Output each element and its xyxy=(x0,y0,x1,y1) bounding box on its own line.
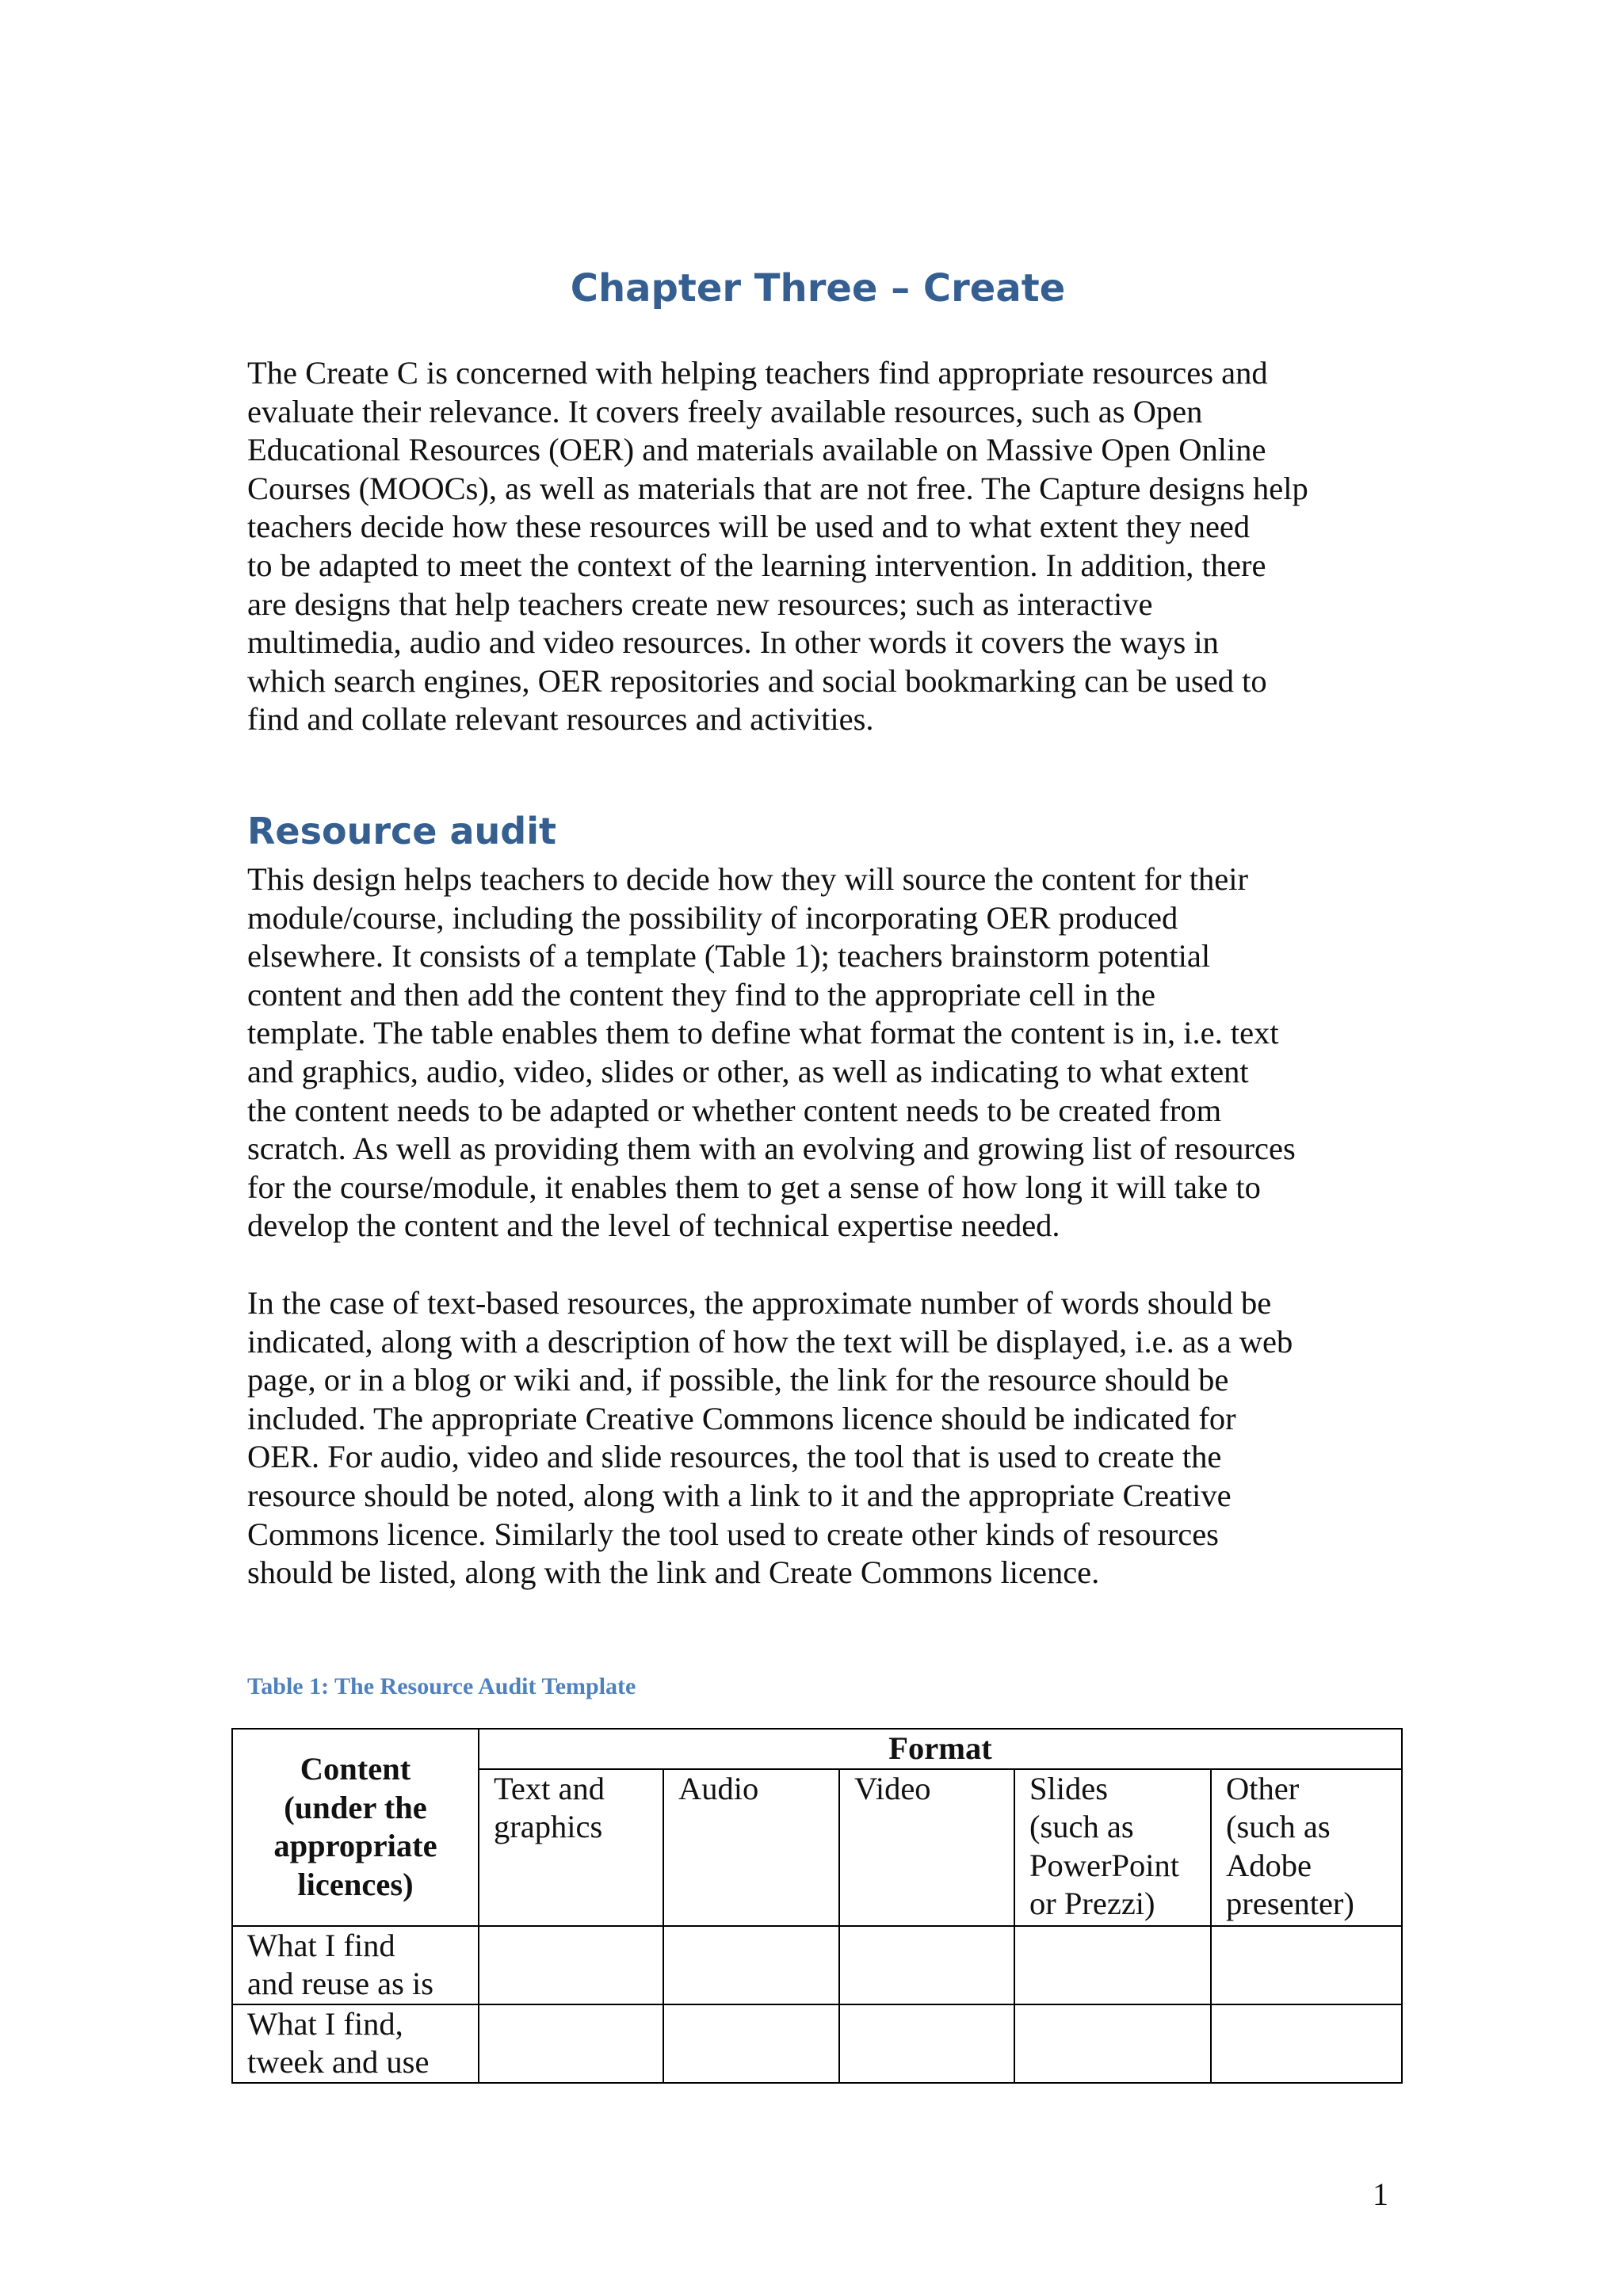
empty-cell xyxy=(1211,1926,1402,2004)
format-column-header: Format xyxy=(479,1729,1402,1769)
empty-cell xyxy=(1211,2004,1402,2083)
format-video xyxy=(839,1769,1014,1926)
format-other xyxy=(1211,1769,1402,1926)
cell-line: (such as xyxy=(1226,1809,1331,1845)
text-line: find and collate relevant resources and activities. xyxy=(247,701,874,738)
text-line: develop the content and the level of technical expertise needed. xyxy=(247,1207,1060,1244)
text-line: for the course/module, it enables them to get a sense of how long it will take to xyxy=(247,1169,1261,1205)
format-text-and-graphics xyxy=(479,1769,663,1926)
format-audio xyxy=(663,1769,839,1926)
header-line: (under the xyxy=(284,1789,427,1825)
text-line: and graphics, audio, video, slides or other, as well as indicating to what extent xyxy=(247,1053,1249,1089)
text-line: template. The table enables them to define what format the content is in, i.e. text xyxy=(247,1015,1279,1051)
text-line: In the case of text-based resources, the approximate number of words should be xyxy=(247,1285,1272,1321)
content-column-header xyxy=(232,1729,479,1926)
format-slides xyxy=(1014,1769,1211,1926)
text-line: should be listed, along with the link and Create Commons licence. xyxy=(247,1554,1100,1591)
header-line: Content xyxy=(300,1751,411,1787)
empty-cell xyxy=(839,1926,1014,2004)
text-line: Courses (MOOCs), as well as materials that are not free. The Capture designs help xyxy=(247,470,1308,506)
text-line: indicated, along with a description of how the text will be displayed, i.e. as a web xyxy=(247,1323,1293,1360)
text-line: Commons licence. Similarly the tool used to create other kinds of resources xyxy=(247,1516,1219,1552)
cell-line: Video xyxy=(854,1770,931,1806)
text-line: multimedia, audio and video resources. In other words it covers the ways in xyxy=(247,624,1219,661)
text-line: to be adapted to meet the context of the learning intervention. In addition, there xyxy=(247,547,1266,583)
cell-line: PowerPoint xyxy=(1029,1847,1180,1883)
row-label xyxy=(232,2004,479,2083)
text-line: the content needs to be adapted or whether content needs to be created from xyxy=(247,1092,1222,1128)
empty-cell xyxy=(663,1926,839,2004)
cell-line: or Prezzi) xyxy=(1029,1886,1155,1922)
text-line: elsewhere. It consists of a template (Table 1); teachers brainstorm potential xyxy=(247,938,1211,974)
cell-line: tweek and use xyxy=(247,2044,430,2081)
resource-audit-table xyxy=(231,1728,1403,2084)
text-line: content and then add the content they find to the appropriate cell in the xyxy=(247,976,1155,1013)
text-line: module/course, including the possibility of incorporating OER produced xyxy=(247,899,1178,936)
text-line: resource should be noted, along with a link to it and the appropriate Creative xyxy=(247,1477,1232,1513)
text-line: This design helps teachers to decide how they will source the content for their xyxy=(247,861,1248,897)
table-caption: Table 1: The Resource Audit Template xyxy=(247,1673,636,1699)
table-row xyxy=(232,2004,1402,2083)
cell-line: Adobe xyxy=(1226,1847,1312,1883)
cell-line: What I find, xyxy=(247,2005,403,2042)
text-line: OER. For audio, video and slide resources, the tool that is used to create the xyxy=(247,1439,1222,1475)
text-line: scratch. As well as providing them with an evolving and growing list of resources xyxy=(247,1131,1296,1167)
text-line: which search engines, OER repositories and social bookmarking can be used to xyxy=(247,662,1267,699)
intro-paragraph xyxy=(247,354,1396,739)
empty-cell xyxy=(839,2004,1014,2083)
section-heading: Resource audit xyxy=(247,810,556,852)
empty-cell xyxy=(1014,2004,1211,2083)
text-line: are designs that help teachers create new resources; such as interactive xyxy=(247,585,1153,622)
text-line: page, or in a blog or wiki and, if possible, the link for the resource should be xyxy=(247,1362,1229,1398)
text-line: teachers decide how these resources will be used and to what extent they need xyxy=(247,509,1251,545)
empty-cell xyxy=(1014,1926,1211,2004)
header-line: licences) xyxy=(297,1866,414,1902)
cell-line: Slides xyxy=(1029,1770,1109,1806)
cell-line: and reuse as is xyxy=(247,1966,434,2002)
text-line: Educational Resources (OER) and materials available on Massive Open Online xyxy=(247,432,1266,468)
cell-line: What I find xyxy=(247,1927,395,1963)
text-line: The Create C is concerned with helping teachers find appropriate resources and xyxy=(247,355,1268,391)
empty-cell xyxy=(479,1926,663,2004)
cell-line: Other xyxy=(1226,1770,1300,1806)
cell-line: graphics xyxy=(494,1809,603,1845)
empty-cell xyxy=(479,2004,663,2083)
table-row xyxy=(232,1926,1402,2004)
cell-line: Text and xyxy=(494,1770,605,1806)
header-line: appropriate xyxy=(273,1828,437,1864)
row-label xyxy=(232,1926,479,2004)
page-number: 1 xyxy=(1373,2176,1388,2212)
resource-audit-paragraph-2 xyxy=(247,1284,1396,1592)
text-line: included. The appropriate Creative Commons licence should be indicated for xyxy=(247,1400,1236,1436)
chapter-title: Chapter Three – Create xyxy=(570,266,1066,311)
cell-line: (such as xyxy=(1029,1809,1134,1845)
resource-audit-paragraph-1 xyxy=(247,860,1396,1245)
cell-line: presenter) xyxy=(1226,1886,1354,1922)
cell-line: Audio xyxy=(678,1770,759,1806)
text-line: evaluate their relevance. It covers freely available resources, such as Open xyxy=(247,393,1203,429)
empty-cell xyxy=(663,2004,839,2083)
